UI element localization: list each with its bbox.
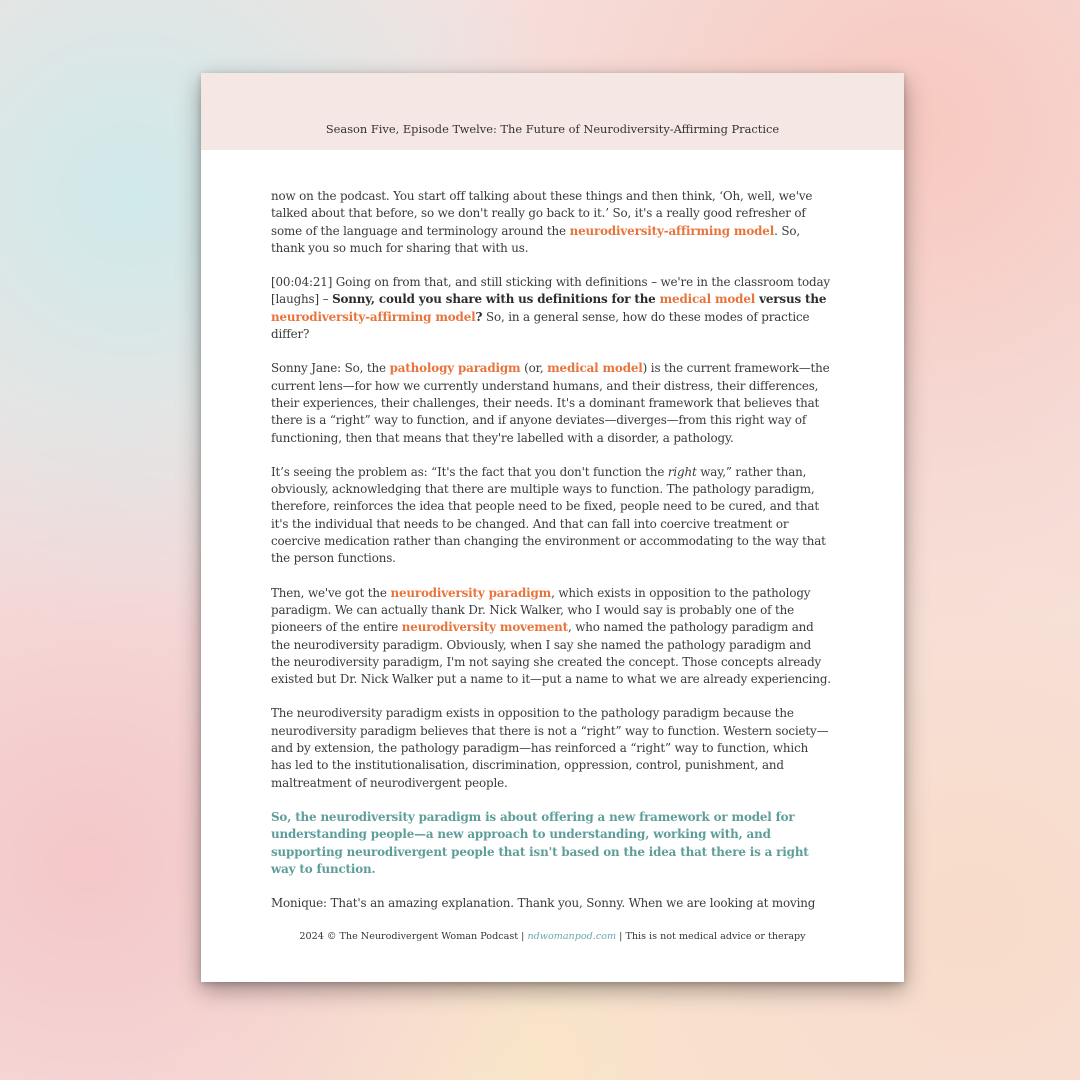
term-highlight: neurodiversity paradigm — [390, 585, 552, 600]
question-bold: versus the — [755, 292, 827, 307]
text-run: now on the podcast. You start off talking about these things and then think, ‘Oh, well, we've talked about that before, so we don't really go back to it.’ So, it's a really good refresher of some of the language and terminology around the — [271, 189, 813, 238]
paragraph-1 — [271, 188, 831, 257]
speaker-text: Monique: That's an amazing explanation. Thank you, Sonny. When we are looking at moving — [271, 896, 816, 911]
paragraph-5 — [271, 585, 831, 689]
footer-website-link[interactable]: ndwomanpod.com — [527, 931, 617, 942]
italic-word: right — [667, 464, 697, 479]
paragraph-4 — [271, 464, 831, 568]
page-header — [201, 73, 904, 150]
term-highlight: pathology paradigm — [389, 361, 521, 376]
text-run: way,” rather than, obviously, acknowledging that there are multiple ways to function. The pathology paradigm, therefore, reinforces the idea that people need to be fixed, people need to be cured, and that it's the individual that needs to be changed. And that can fall into coercive treatment or coercive medication rather than changing the environment or accommodating to the way that the person functions. — [271, 464, 826, 566]
term-highlight: neurodiversity movement — [401, 620, 568, 635]
text-run: Then, we've got the — [271, 585, 391, 600]
text-run: ) is the current framework—the current lens—for how we currently understand humans, and their distress, their differences, their experiences, their challenges, their needs. It's a dominant framework that believes that there is a “right” way to function, and if anyone deviates—diverges—from this right way of functioning, then that means that they're labelled with a disorder, a pathology. — [271, 361, 830, 445]
pull-quote — [271, 809, 831, 878]
timestamp-text: [00:04:21] Going on from that, and still sticking with definitions – we're in the classroom today [laughs] – — [271, 275, 830, 307]
text-run: So, in a general sense, how do these modes of practice differ? — [271, 309, 810, 342]
quote-text: So, the neurodiversity paradigm is about offering a new framework or model for understanding people—a new approach to understanding, working with, and supporting neurodivergent people that isn't based on the idea that there is a right way to function. — [271, 809, 809, 876]
paragraph-8 — [271, 895, 831, 912]
text-run: , who named the pathology paradigm and the neurodiversity paradigm. Obviously, when I say she named the pathology paradigm and the neurodiversity paradigm, I'm not saying she created the concept. Those concepts already existed but Dr. Nick Walker put a name to it—put a name to what we are already experiencing. — [271, 620, 831, 687]
text-run: , which exists in opposition to the pathology paradigm. We can actually thank Dr. Nick Walker, who I would say is probably one of the pioneers of the entire — [271, 585, 811, 635]
question-bold: Sonny, could you share with us definitions for the — [332, 292, 660, 307]
footer-disclaimer: | This is not medical advice or therapy — [616, 931, 806, 942]
footer-copyright: 2024 © The Neurodivergent Woman Podcast | — [299, 931, 528, 942]
term-highlight: neurodiversity-affirming model — [271, 309, 476, 324]
paragraph-2 — [271, 274, 831, 343]
paragraph-3 — [271, 360, 831, 446]
paragraph-6 — [271, 705, 831, 791]
speaker-text: Sonny Jane: So, the — [271, 361, 390, 376]
question-bold: ? — [475, 309, 483, 324]
text-run: The neurodiversity paradigm exists in opposition to the pathology paradigm because the neurodiversity paradigm believes that there is not a “right” way to function. Western society—and by extension, the pathology paradigm—has reinforced a “right” way to function, which has led to the institutionalisation, discrimination, oppression, control, punishment, and maltreatment of neurodivergent people. — [271, 706, 829, 790]
term-highlight: medical model — [547, 361, 643, 376]
text-run: It’s seeing the problem as: “It's the fact that you don't function the — [271, 464, 668, 479]
term-highlight: neurodiversity-affirming model — [569, 223, 775, 238]
text-run: (or, — [520, 361, 548, 376]
episode-title: Season Five, Episode Twelve: The Future of Neurodiversity-Affirming Practice — [325, 122, 780, 136]
transcript-page — [201, 73, 904, 982]
text-run: . So, thank you so much for sharing that with us. — [271, 223, 800, 255]
term-highlight: medical model — [659, 292, 756, 307]
transcript-body — [271, 188, 831, 929]
page-footer — [201, 931, 904, 942]
